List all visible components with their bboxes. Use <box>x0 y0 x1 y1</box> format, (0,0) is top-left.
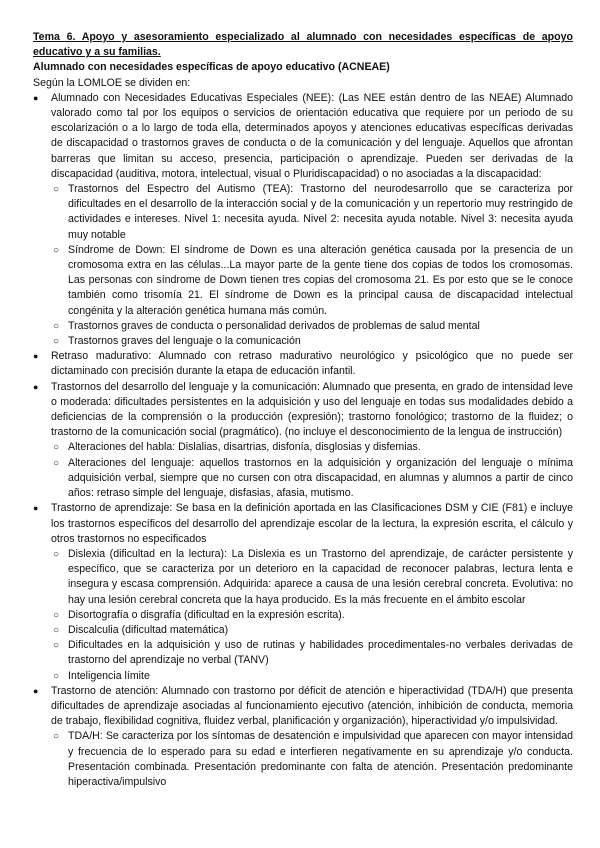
list-item <box>33 349 573 379</box>
sublist-item: ○ Trastornos del Espectro del Autismo (TEA): Trastorno del neurodesarrollo que se caracteriza por dificultades en el desarrollo de la interacción social y de la comunicación y un repertorio muy restringido de actividades e intereses. Nivel 1: necesita ayuda. Nivel 2: necesita ayuda notable. Nivel 3: necesita ayuda muy notable <box>51 182 573 243</box>
intro-text: Según la LOMLOE se dividen en: <box>33 76 191 89</box>
sublist-item: ○ Alteraciones del lenguaje: aquellos trastornos en la adquisición y organización del lenguaje o mínima adquisición verbal, siempre que no cursen con otra discapacidad, en alumnas y alumnos a partir de cinco años: retraso simple del lenguaje, disfasias, afasia, mutismo. <box>51 456 573 502</box>
list-item <box>33 501 573 683</box>
document-title: Tema 6. Apoyo y asesoramiento especializado al alumnado con necesidades específicas de apoyo educativo y a su familias. <box>33 31 573 59</box>
section-heading: Alumnado con necesidades específicas de apoyo educativo (ACNEAE) <box>33 61 390 74</box>
sublist-item: ○ Dificultades en la adquisición y uso de rutinas y habilidades procedimentales-no verbales derivadas de trastorno del aprendizaje no verbal (TANV) <box>51 638 573 668</box>
sublist <box>51 182 573 349</box>
sublist-item: ○ Síndrome de Down: El síndrome de Down es una alteración genética causada por la presencia de un cromosoma extra en las células...La mayor parte de la gente tiene dos copias de todos los cromosomas. Las personas con síndrome de Down tienen tres copias del cromosoma 21. Es por esto que se le conoce también como trisomía 21. El síndrome de Down es la principal causa de discapacidad intelectual congénita y la alteración genética humana más común. <box>51 243 573 319</box>
sublist-item: ○ Trastornos graves de conducta o personalidad derivados de problemas de salud mental <box>51 319 573 334</box>
list-item <box>33 91 573 349</box>
sublist-item: ○ Disortografía o disgrafía (dificultad en la expresión escrita). <box>51 608 573 623</box>
sublist-item: ○ Inteligencia límite <box>51 669 573 684</box>
sublist-item: ○ Discalculia (dificultad matemática) <box>51 623 573 638</box>
sublist <box>51 729 573 790</box>
list-item-text: Trastorno de aprendizaje: Se basa en la definición aportada en las Clasificaciones DSM y CIE (F81) e incluye los trastornos específicos del desarrollo del aprendizaje escolar de la lectura, la expresión escrita, el cálculo y otros trastornos no especificados <box>51 502 573 545</box>
sublist-item: ○ TDA/H: Se caracteriza por los síntomas de desatención e impulsividad que aparecen con mayor intensidad y frecuencia de lo esperado para su edad e interfieren negativamente en su aprendizaje y/o conducta. Presentación combinada. Presentación predominante con falta de atención. Presentación predominante hiperactiva/impulsivo <box>51 729 573 790</box>
list-item <box>33 684 573 790</box>
sublist-item: ○ Dislexia (dificultad en la lectura): La Dislexia es un Trastorno del aprendizaje, de carácter persistente y específico, que se caracteriza por un deterioro en la capacidad de reconocer palabras, lectura lenta e insegura y escasa comprensión. Adquirida: aparece a causa de una lesión cerebral concreta. Evolutiva: no hay una lesión cerebral concreta que la haya producido. Es la más frecuente en el ámbito escolar <box>51 547 573 608</box>
list-item <box>33 380 573 502</box>
category-list <box>33 91 573 790</box>
sublist-item: ○ Trastornos graves del lenguaje o la comunicación <box>51 334 573 349</box>
list-item-text: Trastorno de atención: Alumnado con trastorno por déficit de atención e hiperactividad (TDA/H) que presenta dificultades de aprendizaje asociadas al funcionamiento ejecutivo (atención, inhibición de conducta, memoria de trabajo, flexibilidad cognitiva, fluidez verbal, planificación y organización), hiperactividad y/o impulsividad. <box>51 684 573 728</box>
sublist <box>51 547 573 684</box>
sublist <box>51 440 573 501</box>
list-item-text: Trastornos del desarrollo del lenguaje y la comunicación: Alumnado que presenta, en grado de intensidad leve o moderada: dificultades persistentes en la adquisición y uso del lenguaje en todas sus modalidades debido a deficiencias de la comprensión o la producción (expresión); trastorno fonológico; trastorno de la fluidez; o trastorno de la comunicación social (pragmático). (no incluye el desconocimiento de la lengua de instrucción) <box>51 380 573 439</box>
list-item-text: Retraso madurativo: Alumnado con retraso madurativo neurológico y psicológico que no puede ser dictaminado con precisión durante la etapa de educación infantil. <box>51 350 573 378</box>
list-item-text: Alumnado con Necesidades Educativas Especiales (NEE): (Las NEE están dentro de las NEAE) Alumnado valorado como tal por los equipos o servicios de orientación educativa que requiere por un periodo de su escolarización o a lo largo de toda ella, determinados apoyos y atenciones educativas específicas derivadas de discapacidad o trastornos graves de conducta o de la comunicación y del lenguaje. Aquellos que afrontan barreras que limitan su acceso, presencia, participación o aprendizaje. Pueden ser derivadas de la discapacidad (auditiva, motora, intelectual, visual o Pluridiscapacidad) o no asociadas a la discapacidad: <box>51 91 573 180</box>
sublist-item: ○ Alteraciones del habla: Dislalias, disartrias, disfonía, disglosias y disfemias. <box>51 440 573 455</box>
